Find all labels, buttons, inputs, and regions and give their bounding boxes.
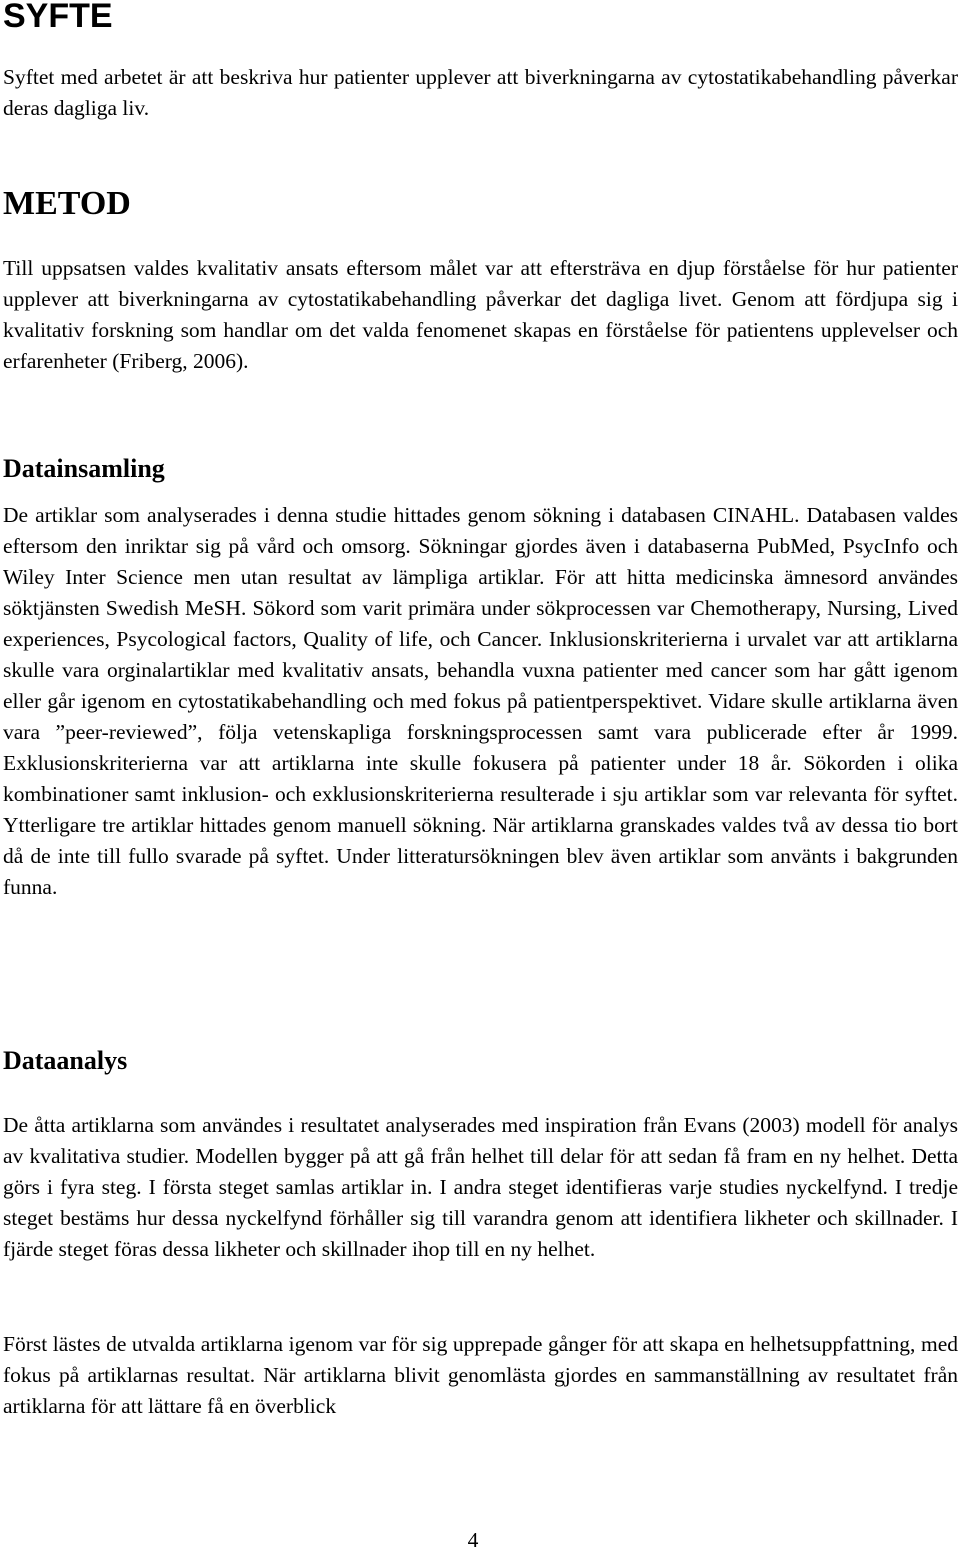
heading-metod: METOD: [3, 185, 131, 222]
heading-syfte: SYFTE: [3, 0, 113, 35]
paragraph-dataanalys-2: Först lästes de utvalda artiklarna igenom var för sig upprepade gånger för att skapa en helhetsuppfattning, med fokus på artiklarnas resultat. När artiklarna blivit genomlästa gjordes en sammanställning av resultatet från artiklarna för att lättare få en överblick: [3, 1332, 958, 1418]
paragraph-metod: Till uppsatsen valdes kvalitativ ansats eftersom målet var att eftersträva en djup förståelse för hur patienter upplever att biverkningarna av cytostatikabehandling påverkar det dagliga livet. Genom att fördjupa sig i kvalitativ forskning som handlar om det valda fenomenet skapas en förståelse för patientens upplevelser och erfarenheter (Friberg, 2006).: [3, 256, 958, 373]
paragraph-dataanalys: De åtta artiklarna som användes i resultatet analyserades med inspiration från Evans (2003) modell för analys av kvalitativa studier. Modellen bygger på att gå från helhet till delar för att sedan få fram en ny helhet. Detta görs i fyra steg. I första steget samlas artiklar in. I andra steget identifieras varje studies nyckelfynd. I tredje steget bestäms hur dessa nyckelfynd förhåller sig till varandra genom att identifiera likheter och skillnader. I fjärde steget föras dessa likheter och skillnader ihop till en ny helhet.: [3, 1113, 958, 1261]
heading-datainsamling: Datainsamling: [3, 454, 165, 483]
page-number: 4: [467, 1528, 479, 1552]
heading-dataanalys: Dataanalys: [3, 1046, 128, 1075]
paragraph-syfte: Syftet med arbetet är att beskriva hur patienter upplever att biverkningarna av cytostatikabehandling påverkar deras dagliga liv.: [3, 65, 958, 120]
paragraph-datainsamling: De artiklar som analyserades i denna studie hittades genom sökning i databasen CINAHL. Databasen valdes eftersom den inriktar sig på vård och omsorg. Sökningar gjordes även i databaserna PubMed, PsycInfo och Wiley Inter Science men utan resultat av lämpliga artiklar. För att hitta medicinska ämnesord användes söktjänsten Swedish MeSH. Sökord som varit primära under sökprocessen var Chemotherapy, Nursing, Lived experiences, Psycological factors, Quality of life, och Cancer. Inklusionskriterierna i urvalet var att artiklarna skulle vara orginalartiklar med kvalitativ ansats, behandla vuxna patienter med cancer som har gått igenom eller går igenom en cytostatikabehandling och med fokus på patientperspektivet. Vidare skulle artiklarna även vara ”peer-reviewed”, följa vetenskapliga forskningsprocessen samt vara publicerade efter år 1999. Exklusionskriterierna var att artiklarna inte skulle fokusera på patienter under 18 år. Sökorden i olika kombinationer samt inklusion- och exklusionskriterierna resulterade i sju artiklar som var relevanta för syftet. Ytterligare tre artiklar hittades genom manuell sökning. När artiklarna granskades valdes två av dessa tio bort då de inte till fullo svarade på syftet. Under litteratursökningen blev även artiklar som använts i bakgrunden funna.: [3, 503, 958, 899]
